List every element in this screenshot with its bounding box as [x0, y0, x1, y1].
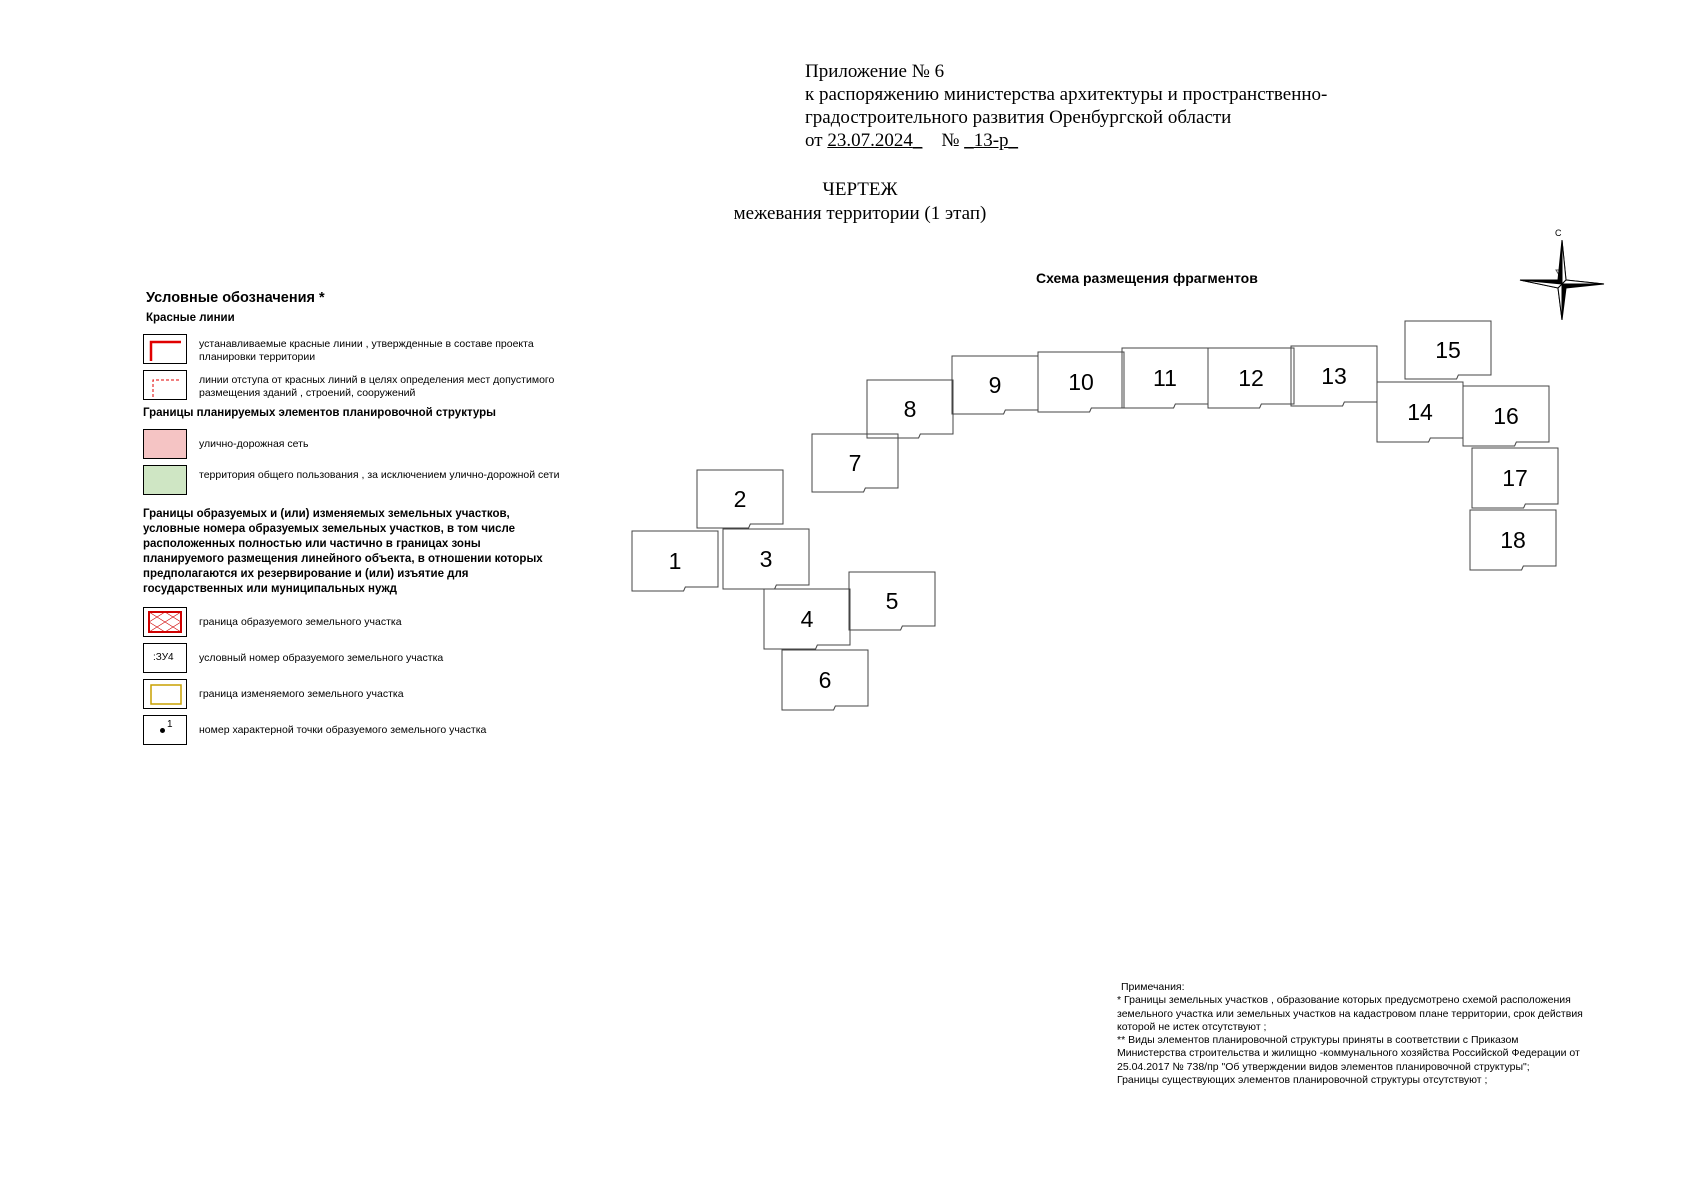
legend-title: Условные обозначения * [146, 290, 325, 306]
legend-row-red-line [143, 334, 583, 370]
order-date: 23.07.2024 [827, 130, 913, 151]
number-prefix: № [941, 130, 960, 151]
formed-plot-swatch [143, 607, 187, 637]
compass-rose-icon [1520, 240, 1604, 320]
public-territory-label: территория общего пользования , за исключением улично-дорожной сети [199, 469, 560, 481]
legend-section-plots: Границы образуемых и (или) изменяемых земельных участков, условные номера образуемых земельных участков, в том числе расположенных полностью или частично в границах зоны планируемого размещения линейного объекта, в отношении которых предполагаются их резервирование и (или) изъятие для государственных или муниципальных нужд [143, 508, 543, 595]
legend-row-public-territory [143, 465, 583, 503]
fragment-label-12: 12 [1238, 365, 1264, 391]
drawing-title-line2: межевания территории (1 этап) [733, 203, 987, 224]
order-number: 13-р [973, 130, 1009, 151]
fragment-label-9: 9 [988, 372, 1002, 398]
ministry-line: градостроительного развития Оренбургской области [805, 107, 1232, 128]
fragments-schema [620, 228, 1620, 730]
note-3: Границы существующих элементов планировочной структуры отсутствуют ; [1117, 1074, 1488, 1087]
legend-row-offset-line [143, 370, 583, 406]
fragment-label-6: 6 [818, 667, 832, 693]
schema-title: Схема размещения фрагментов [1036, 270, 1258, 286]
changed-plot-swatch [143, 679, 187, 709]
fragment-label-2: 2 [733, 486, 747, 512]
fragment-label-10: 10 [1068, 369, 1094, 395]
point-number-label: номер характерной точки образуемого земельного участка [199, 724, 487, 736]
legend-row-plot-number [143, 643, 583, 679]
offset-line-swatch [143, 370, 187, 400]
order-line: к распоряжению министерства архитектуры и пространственно- [805, 84, 1328, 105]
fragment-label-11: 11 [1153, 365, 1177, 391]
fragment-label-17: 17 [1502, 465, 1528, 491]
plot-number-swatch [143, 643, 187, 673]
point-number-swatch [143, 715, 187, 745]
legend-row-point-number [143, 715, 583, 751]
note-1: * Границы земельных участков , образование которых предусмотрено схемой расположения земельного участка или земельных участков на кадастровом плане территории, срок действия которой не истек отсутствуют ; [1117, 994, 1583, 1033]
street-network-swatch [143, 429, 187, 459]
fragment-label-14: 14 [1407, 399, 1433, 425]
notes [1117, 981, 1587, 1087]
fragment-label-7: 7 [848, 450, 862, 476]
public-territory-swatch [143, 465, 187, 495]
compass-label: С [1555, 228, 1562, 238]
legend-row-street-network [143, 429, 583, 465]
fragment-label-13: 13 [1321, 363, 1347, 389]
legend-section-planning: Границы планируемых элементов планировочной структуры [143, 407, 496, 419]
offset-line-label: линии отступа от красных линий в целях определения мест допустимого размещения зданий , строений, сооружений [199, 374, 555, 399]
fragment-label-15: 15 [1435, 337, 1461, 363]
fragment-label-1: 1 [668, 548, 682, 574]
note-2: ** Виды элементов планировочной структуры приняты в соответствии с Приказом Министерства строительства и жилищно -коммунального хозяйства Российской Федерации от 25.04.2017 № 738/пр "Об утверждении видов элементов планировочной структуры"; [1117, 1034, 1580, 1073]
appendix-label: Приложение № 6 [805, 61, 945, 82]
document-header [805, 60, 1327, 152]
changed-plot-label: граница изменяемого земельного участка [199, 688, 404, 700]
fragment-label-18: 18 [1500, 527, 1526, 553]
street-network-label: улично-дорожная сеть [199, 438, 309, 450]
legend-row-changed-plot [143, 679, 583, 715]
fragment-label-4: 4 [800, 606, 814, 632]
fragment-label-3: 3 [759, 546, 773, 572]
drawing-title [640, 178, 1080, 226]
drawing-title-line1: ЧЕРТЕЖ [822, 179, 898, 200]
red-line-label: устанавливаемые красные линии , утвержденные в составе проекта планировки территории [199, 338, 534, 363]
fragment-label-16: 16 [1493, 403, 1519, 429]
fragment-label-8: 8 [903, 396, 917, 422]
legend-row-formed-plot [143, 607, 583, 643]
notes-heading: Примечания: [1121, 981, 1185, 993]
point-number-sample: 1 [167, 719, 173, 730]
legend-section-red-lines: Красные линии [146, 312, 235, 324]
legend [143, 290, 583, 751]
plot-number-label: условный номер образуемого земельного участка [199, 652, 444, 664]
formed-plot-label: граница образуемого земельного участка [199, 616, 402, 628]
point-marker-icon [160, 728, 165, 733]
fragment-label-5: 5 [885, 588, 899, 614]
red-line-swatch [143, 334, 187, 364]
date-number-line: от 23.07.2024_ № _13-р_ [805, 130, 1019, 151]
date-prefix: от [805, 130, 823, 151]
plot-number-sample: :ЗУ4 [153, 652, 174, 663]
